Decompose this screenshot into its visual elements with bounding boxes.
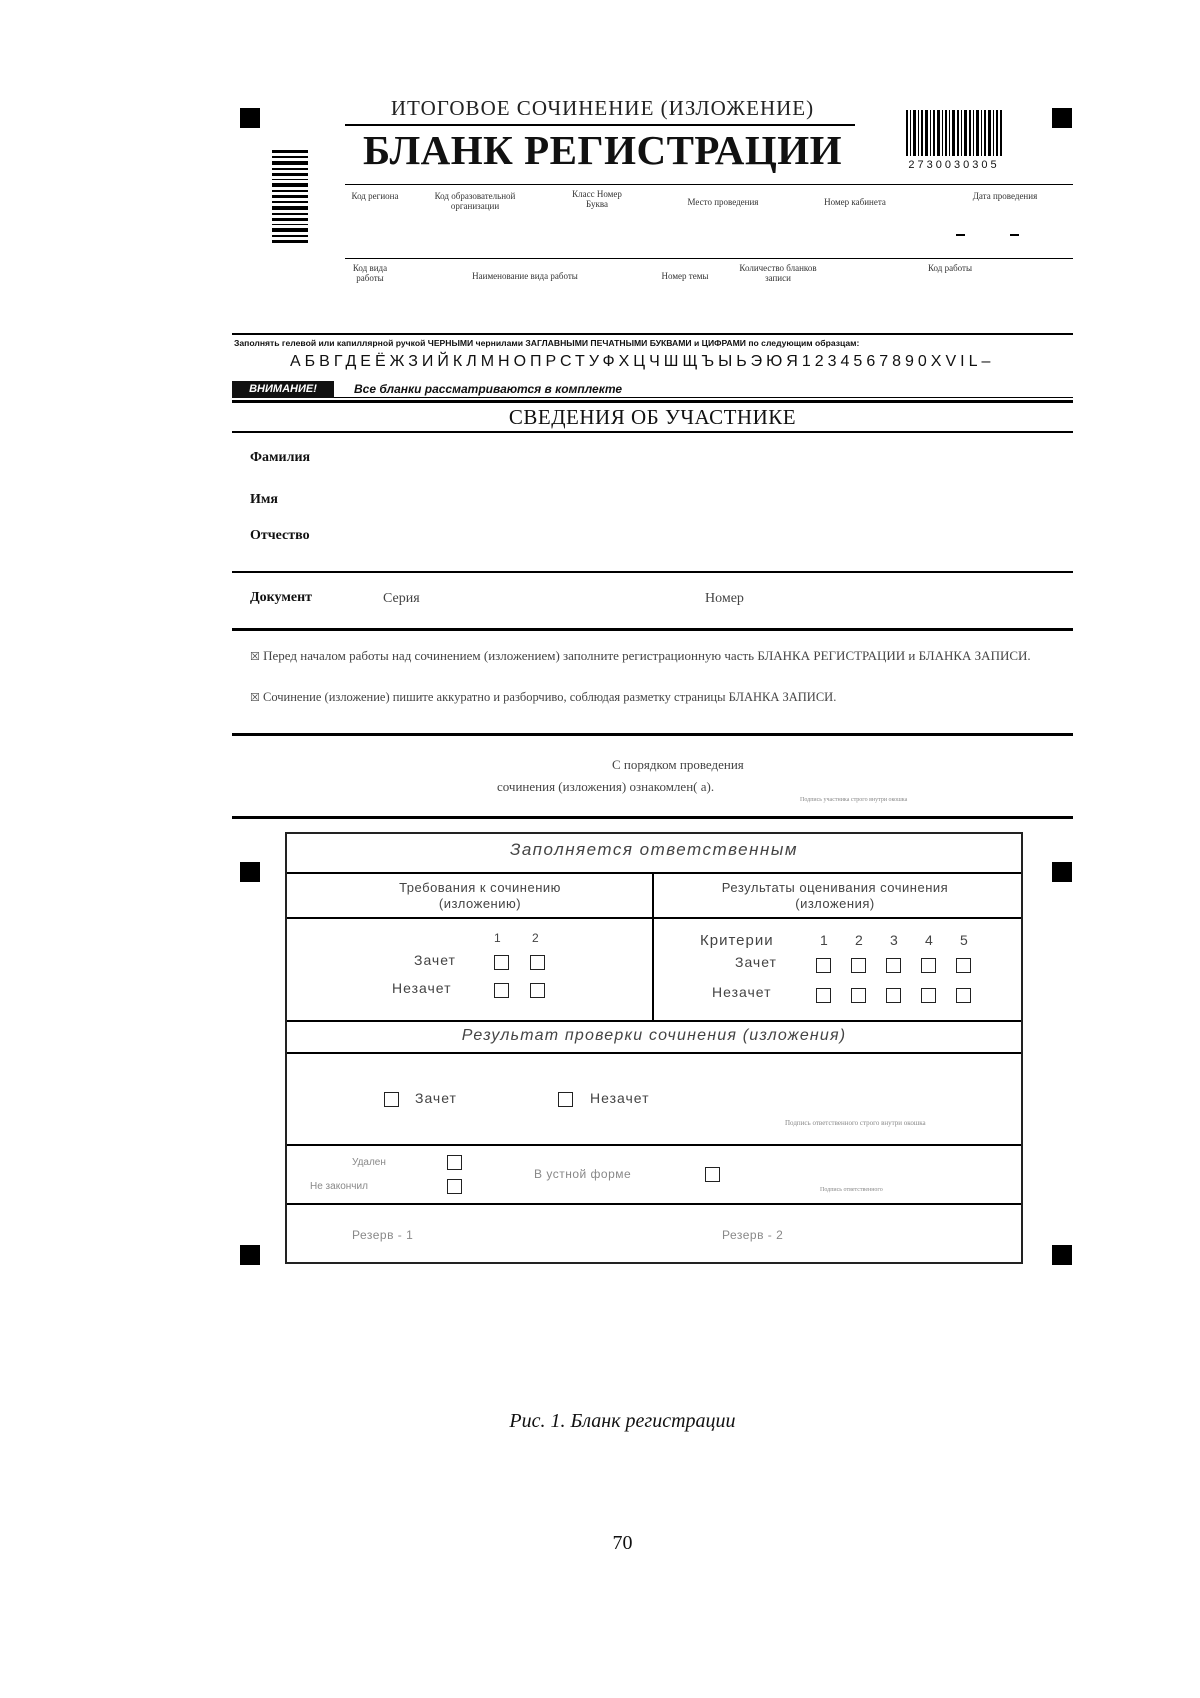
field-work-name: Наименование вида работы	[472, 271, 578, 281]
field-room: Номер кабинета	[824, 197, 886, 207]
result-fail-checkbox[interactable]	[558, 1092, 573, 1107]
req-col-1: 1	[494, 931, 501, 945]
field-work-type: Код вида работы	[352, 263, 388, 283]
result-pass-checkbox[interactable]	[384, 1092, 399, 1107]
figure-caption: Рис. 1. Бланк регистрации	[509, 1410, 736, 1432]
barcode-number: 2730030305	[908, 159, 1000, 171]
req-1-fail-checkbox[interactable]	[494, 983, 509, 998]
registration-mark-top-right	[1052, 108, 1072, 128]
crit-col-1: 1	[820, 932, 828, 948]
field-work-code: Код работы	[927, 263, 973, 273]
oral-label: В устной форме	[534, 1167, 632, 1181]
instructions-top-rule	[232, 333, 1073, 335]
registration-mark-mid-right	[1052, 862, 1072, 882]
field-region: Код региона	[351, 191, 399, 201]
agreement-top-rule	[232, 733, 1073, 736]
participant-top-rule	[232, 400, 1073, 403]
note-2	[250, 690, 1070, 705]
crit-5-pass-checkbox[interactable]	[956, 958, 971, 973]
page-number: 70	[612, 1532, 633, 1554]
agreement-line-1: С порядком проведения	[612, 757, 744, 772]
note-1	[250, 646, 1052, 666]
field-org: Код образовательной организации	[434, 191, 516, 211]
attention-underline	[334, 397, 1073, 398]
result-fail-label: Незачет	[590, 1090, 650, 1106]
crit-fail-label: Незачет	[712, 984, 772, 1000]
document-bottom-rule	[232, 628, 1073, 631]
requirements-header-rule	[287, 917, 1021, 919]
participant-heading-rule	[232, 431, 1073, 433]
field-sheets: Количество бланков записи	[739, 263, 817, 283]
crit-1-pass-checkbox[interactable]	[816, 958, 831, 973]
field-class: Класс Номер Буква	[572, 189, 622, 209]
crit-2-fail-checkbox[interactable]	[851, 988, 866, 1003]
req-2-pass-checkbox[interactable]	[530, 955, 545, 970]
number-label: Номер	[705, 591, 744, 606]
results-header: Результаты оценивания сочинения (изложения)	[721, 880, 949, 911]
req-fail-label: Незачет	[392, 980, 452, 996]
req-pass-label: Зачет	[414, 952, 456, 968]
field-date: Дата проведения	[972, 191, 1038, 201]
result-pass-label: Зачет	[415, 1090, 457, 1106]
checkbox-icon: ☒	[250, 692, 260, 704]
date-dash-2	[1010, 234, 1019, 236]
official-title-rule	[287, 872, 1021, 874]
form-title: БЛАНК РЕГИСТРАЦИИ	[362, 127, 843, 173]
crit-1-fail-checkbox[interactable]	[816, 988, 831, 1003]
series-label: Серия	[383, 591, 420, 606]
req-1-pass-checkbox[interactable]	[494, 955, 509, 970]
result-top-rule	[287, 1020, 1021, 1022]
crit-3-pass-checkbox[interactable]	[886, 958, 901, 973]
document-top-rule	[232, 571, 1073, 573]
top-barcode	[904, 110, 1004, 171]
patronymic-label: Отчество	[250, 528, 310, 543]
sample-characters: АБВГДЕЁЖЗИЙКЛМНОПРСТУФХЦЧШЩЪЫЬЭЮЯ1234567890XVIL–	[290, 353, 995, 370]
oral-checkbox[interactable]	[705, 1167, 720, 1182]
requirements-header: Требования к сочинению (изложению)	[399, 880, 561, 911]
crit-col-5: 5	[960, 932, 968, 948]
side-barcode	[272, 150, 322, 246]
instructions-line: Заполнять гелевой или капиллярной ручкой ЧЕРНЫМИ чернилами ЗАГЛАВНЫМИ ПЕЧАТНЫМИ БУКВАМИ и ЦИФРАМИ по следующим образцам:	[234, 338, 860, 348]
agreement-line-2: сочинения (изложения) ознакомлен( а).	[497, 779, 715, 794]
registration-mark-mid-left	[240, 862, 260, 882]
crit-3-fail-checkbox[interactable]	[886, 988, 901, 1003]
form-subtitle: ИТОГОВОЕ СОЧИНЕНИЕ (ИЗЛОЖЕНИЕ)	[390, 96, 815, 120]
document-label: Документ	[250, 590, 313, 605]
surname-label: Фамилия	[250, 450, 311, 465]
reserve-1-label: Резерв - 1	[352, 1228, 414, 1242]
crit-col-3: 3	[890, 932, 898, 948]
field-topic: Номер темы	[661, 271, 709, 281]
reserve-top-rule	[287, 1203, 1021, 1205]
result-title: Результат проверки сочинения (изложения)	[461, 1027, 847, 1044]
registration-mark-top-left	[240, 108, 260, 128]
removed-label: Удален	[352, 1157, 386, 1168]
crit-2-pass-checkbox[interactable]	[851, 958, 866, 973]
crit-4-fail-checkbox[interactable]	[921, 988, 936, 1003]
field-row1-top-rule	[345, 184, 1073, 185]
crit-5-fail-checkbox[interactable]	[956, 988, 971, 1003]
field-place: Место проведения	[687, 197, 759, 207]
req-col-2: 2	[532, 931, 539, 945]
agreement-bottom-rule	[232, 816, 1073, 819]
crit-col-2: 2	[855, 932, 863, 948]
crit-col-4: 4	[925, 932, 933, 948]
crit-pass-label: Зачет	[735, 954, 777, 970]
reserve-2-label: Резерв - 2	[722, 1228, 784, 1242]
not-finished-checkbox[interactable]	[447, 1179, 462, 1194]
attention-badge: ВНИМАНИЕ!	[232, 381, 334, 398]
responsible-sign-hint: Подпись ответственного	[820, 1187, 883, 1193]
agreement-sign-hint: Подпись участника строго внутри окошка	[800, 797, 908, 803]
expert-sign-hint: Подпись ответственного строго внутри окошка	[785, 1119, 926, 1127]
removed-checkbox[interactable]	[447, 1155, 462, 1170]
registration-mark-bottom-left	[240, 1245, 260, 1265]
name-label: Имя	[250, 492, 278, 507]
not-finished-label: Не закончил	[310, 1181, 368, 1192]
req-2-fail-checkbox[interactable]	[530, 983, 545, 998]
attention-text: Все бланки рассматриваются в комплекте	[354, 382, 623, 396]
official-title: Заполняется ответственным	[509, 840, 799, 859]
field-row2-top-rule	[345, 258, 1073, 259]
status-top-rule	[287, 1144, 1021, 1146]
result-title-rule	[287, 1052, 1021, 1054]
date-dash-1	[956, 234, 965, 236]
checkbox-icon: ☒	[250, 651, 260, 663]
requirements-divider	[652, 874, 654, 1020]
crit-4-pass-checkbox[interactable]	[921, 958, 936, 973]
criteria-label: Критерии	[700, 932, 774, 949]
participant-heading: СВЕДЕНИЯ ОБ УЧАСТНИКЕ	[508, 405, 797, 429]
note-1-text: Перед началом работы над сочинением (изложением) заполните регистрационную часть БЛАНКА РЕГИСТРАЦИИ и БЛАНКА ЗАПИСИ.	[263, 648, 1031, 663]
registration-mark-bottom-right	[1052, 1245, 1072, 1265]
note-2-text: Сочинение (изложение) пишите аккуратно и разборчиво, соблюдая разметку страницы БЛАНКА ЗАПИСИ.	[263, 690, 837, 704]
